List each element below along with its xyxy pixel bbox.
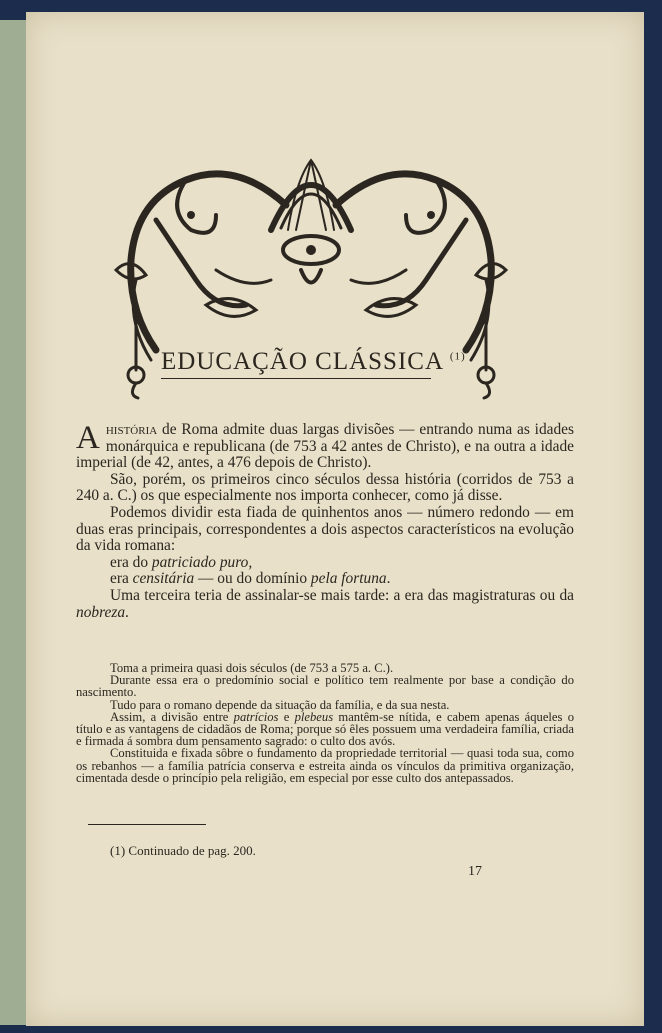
- note-5: Constituida e fixada sôbre o fundamento da propriedade territorial — quasi toda sua, como os rebanhos — a família patrícia conserva e estreita ainda os vínculos da primitiva organização, cimentada desde o princípio pela religião, em especial por esse culto dos antepassados.: [76, 746, 574, 785]
- footnote: (1) Continuado de pag. 200.: [110, 843, 256, 858]
- paragraph-4: [76, 555, 574, 572]
- paragraph-5-middle: — ou do domínio: [194, 570, 311, 588]
- note-4-e: mantêm-se nítida, e cabem apenas áqueles o título e as vantagens de cidadãos de Roma; porque só êles possuem uma verdadeira família, criada e firmada á sombra dum pensamento sagrado: o culto dos avós.: [76, 709, 575, 749]
- note-2: Durante essa era o predomínio social e político tem realmente por base a condição do nascimento.: [76, 673, 574, 700]
- note-4-b: patrícios: [233, 709, 279, 724]
- paragraph-5: era censitária — ou do domínio pela fortuna.: [110, 570, 391, 588]
- paragraph-5-end: .: [386, 570, 391, 588]
- paragraph-6-end: .: [125, 603, 129, 621]
- note-1: Toma a primeira quasi dois séculos (de 753 a 575 a. C.).: [110, 661, 394, 675]
- paragraph-4-prefix: era do: [110, 553, 152, 571]
- chapter-title: [161, 348, 466, 379]
- paragraph-2: São, porém, os primeiros cinco séculos dessa história (corridos de 753 a 240 a. C.) os que especialmente nos importa conhecer, como já disse.: [76, 470, 574, 505]
- paragraph-1: [76, 422, 574, 472]
- paragraph-1-text: de Roma admite duas largas divisões — entrando numa as idades monárquica e republicana (de 753 a 42 antes de Christo), e na outra a idade imperial (de 42, antes, a 476 depois de Christo).: [76, 421, 574, 472]
- footnote-divider: [88, 824, 206, 825]
- paragraph-6-italic: nobreza: [76, 603, 126, 621]
- notes-block: [76, 662, 574, 784]
- main-text: [76, 422, 574, 621]
- note-4-d: plebeus: [294, 709, 334, 724]
- paragraph-4-italic: patriciado puro,: [151, 553, 253, 571]
- page-number: 17: [468, 864, 482, 879]
- note-4-c: e: [278, 709, 295, 724]
- note-4: [76, 711, 574, 748]
- paragraph-5-italic1: censitária: [132, 570, 195, 588]
- note-4-a: Assim, a divisão entre: [110, 709, 234, 724]
- chapter-title-text: EDUCAÇÃO CLÁSSICA: [161, 348, 443, 375]
- drop-cap: A: [76, 420, 100, 456]
- paragraph-5-italic2: pela fortuna: [310, 570, 387, 588]
- paragraph-1-smallcaps: história: [105, 421, 158, 438]
- paragraph-3: Podemos dividir esta fiada de quinhentos anos — número redondo — em duas eras principais, correspondentes a dois aspectos característicos na evolução da vida romana:: [76, 503, 574, 555]
- title-note-ref: (1): [449, 350, 466, 363]
- paragraph-6-text: Uma terceira teria de assinalar-se mais tarde: a era das magistraturas ou da: [110, 586, 574, 604]
- paragraph-6: [76, 588, 574, 621]
- book-page: [26, 12, 644, 1026]
- note-3: Tudo para o romano depende da situação da família, e da sua nesta.: [110, 697, 450, 712]
